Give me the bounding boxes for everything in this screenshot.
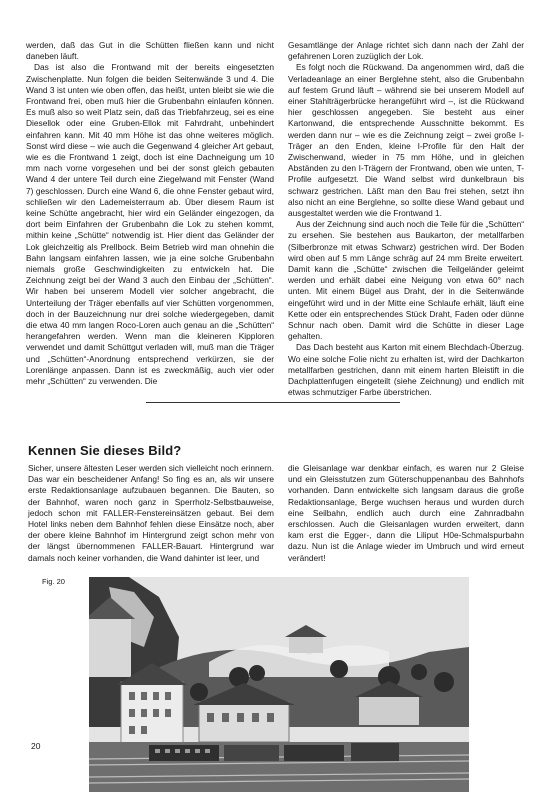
section-divider <box>146 402 400 403</box>
section-heading: Kennen Sie dieses Bild? <box>28 443 182 458</box>
article2-column-2 <box>288 463 524 564</box>
paragraph: Sicher, unsere ältesten Leser werden sich vielleicht noch erinnern. Das war ein bescheidener Anfang! So fing es an, als wir unsere erste Redaktionsanlage aufzubauen begannen. Die Bauten, so der Bahnhof, waren noch ganz in Sperrholz-Selbstbauweise, jedoch schon mit FALLER-Fenstereinsätzen gebaut. Bei dem Hotel links neben dem Bahnhof fehlen diese Einsätze noch, aber der obere kleine Bahnhof im Hintergrund zeigt schon mehr von der längst übernommenen FALLER-Bauart. Hintergrund war damals noch keiner vorhanden, die Wand dahinter ist leer, und <box>28 463 274 563</box>
paragraph: Aus der Zeichnung sind auch noch die Teile für die „Schütten“ zu ersehen. Sie bestehen aus Baukarton, der metallfarben (Silberbronze mit etwas Schwarz) gestrichen wird. Der Boden wird oben auf 5 mm Länge schräg auf 24 mm Breite erweitert. Damit kann die „Schütte“ zwischen die Teilgeländer geleimt werden und erhält dabei eine Neigung von etwa 60° nach unten. Mit einem Bügel aus Draht, der in die Seitenwände eingeführt wird und in der Mitte eine Schlaufe erhält, läuft eine Kette oder ein entsprechendes Stück Draht, Faden oder dünne Schnur nach oben. Damit wird die Schütte in dieser Lage gehalten. <box>288 219 524 342</box>
page-number: 20 <box>31 741 41 751</box>
article2-column-1 <box>28 463 274 564</box>
paragraph: Es folgt noch die Rückwand. Da angenommen wird, daß die Verladeanlage an einer Berglehne steht, also die Grubenbahn auf festem Grund läuft – während sie bei unserem Modell auf einer Stahlträgerbrücke herangeführt wird –, ist die Rückwand hier geschlossen angegeben. Sie besteht aus einer Kartonwand, die entsprechende Ausschnitte bekommt. Es werden dann nur – wie es die Zeichnung zeigt – zwei große I-Träger an den Enden, kleine I-Profile für den Halt der Zwischenwand, wieder in 75 mm Höhe, und in gleichen Abständen zu den I-Trägern der Frontwand, oben wie unten, T-Profile aufgesetzt. Die Wand selbst wird dunkelbraun bis schwarz gestrichen. Läßt man den Bau frei stehen, setzt ihn also nicht an eine Berglehne, so sollte diese Wand gebaut und ausgestaltet werden wie die Frontwand 1. <box>288 62 524 219</box>
paragraph: Gesamtlänge der Anlage richtet sich dann nach der Zahl der gefahrenen Loren zuzüglich der Lok. <box>288 40 524 62</box>
paragraph: die Gleisanlage war denkbar einfach, es waren nur 2 Gleise und ein Gleisstutzen zum Güterschuppenanbau des Bahnhofs vorhanden. Dann entwickelte sich langsam daraus die große Redaktionsanlage, Berge wuchsen heraus und wurden durch eine Seilbahn, endlich auch durch eine Zahnradbahn erschlossen. Auch die Gleisanlagen wurden erweitert, dann kam erst die Egger-, dann die Liliput H0e-Schmalspurbahn dazu. Nun ist die Anlage wieder im Umbruch und wird erneut verändert! <box>288 463 524 563</box>
paragraph: werden, daß das Gut in die Schütten fließen kann und nicht daneben läuft. <box>26 40 274 62</box>
left-house <box>89 617 131 677</box>
photo-graphic <box>89 577 469 792</box>
paragraph: Das Dach besteht aus Karton mit einem Blechdach-Überzug. Wo eine solche Folie nicht zu erhalten ist, wird der Dachkarton metallfarben gestrichen, dann mit einem harten Bleistift in die Dachplattenfugen eingeteilt (siehe Zeichnung) und endlich mit etwas schmutziger Farbe überstrichen. <box>288 342 524 398</box>
paragraph: Das ist also die Frontwand mit der bereits eingesetzten Zwischenplatte. Nun folgen die beiden Seitenwände 3 und 4. Die Wand 3 ist unten wie oben offen, das heißt, unten bleibt sie wie die Frontwand frei, oben muß hier die Grubenbahn einlaufen können. Es muß also so weit Platz sein, daß das Triebfahrzeug, sei es eine Diesellok oder eine Gruben-Ellok mit Fahrdraht, unbehindert einfahren kann. Mit 40 mm Höhe ist das ohne weiteres möglich. Sonst wird diese – wie auch die Gegenwand 4 gleicher Art gebaut, wie es die Frontwand 1 zeigt, doch ist eine Dachneigung um 10 mm nach vorne vorgesehen und bei der sonst gleich gebauten Wand 4 der untere Teil durch eine Ziegelwand mit Fenster (Wand 7) geschlossen. Durch eine Wand 6, die ohne Fenster gebaut wird, schließen wir den Lademeisterraum ab. Über diesem Raum ist keine Schütte angebracht, hier wird ein Geländer eingezogen, da dort beim Einfahren der Grubenbahn die Lok zu stehen kommt, mithin keine „Schütte“ notwendig ist. Hier dient das Geländer der Lok gleichzeitig als Prellbock. Beim Betrieb wird man ohnehin die Bahn langsam einfahren lassen, wie ja eine solche Grubenbahn niemals große Geschwindigkeiten zu entwickeln hat. Die Zeichnung zeigt bei der Wand 3 auch den Einbau der „Schütten“. Wir haben bei unserem Modell vier solcher angebracht, die Unterteilung der Träger ebenfalls auf vier Schütten vorgenommen, doch in der Bauzeichnung nur drei solche wiedergegeben, damit die etwa 40 mm langen Roco-Loren auch genau an die „Schütten“ herangefahren werden. Wenn man die kleineren Kipploren verwendet und damit Schüttgut verladen will, muß man die Träger und „Schütten“-Anordnung entsprechend verkürzen, sie der Lorenlänge anpassen. Dann ist es zweckmäßig, auch vier oder mehr „Schütten“ zu verwenden. Die <box>26 62 274 387</box>
distant-station <box>289 635 323 653</box>
figure-label: Fig. 20 <box>42 577 65 586</box>
article-column-1 <box>26 40 274 387</box>
goods-shed <box>359 695 419 725</box>
model-railway-photo <box>89 577 469 792</box>
article-column-2 <box>288 40 524 399</box>
